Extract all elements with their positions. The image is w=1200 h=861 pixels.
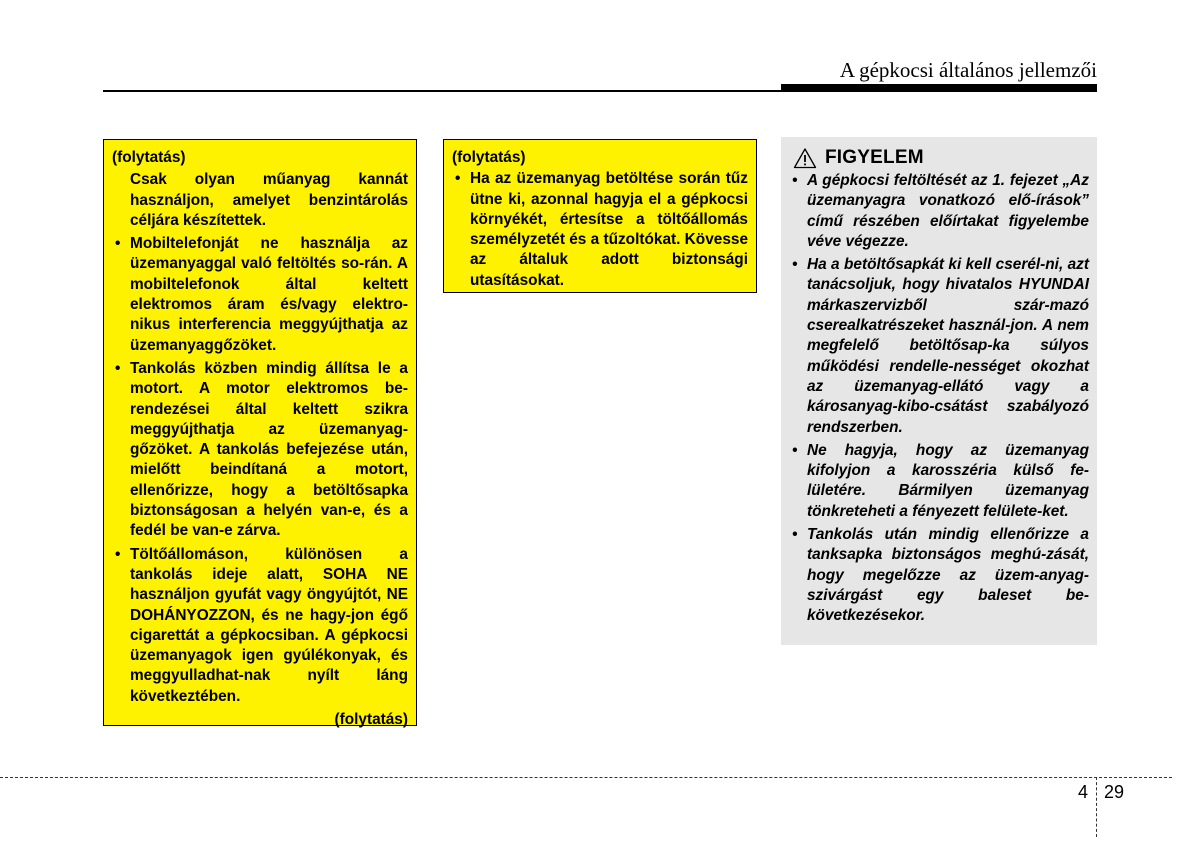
list-item: • Töltőállomáson, különösen a tankolás ideje alatt, SOHA NE használjon gyufát vagy öngyújtót, NE DOHÁNYOZZON, és ne hagy-jon égő cigarettát a gépkocsiban. A gépkocsi üzemanyagok igen gyúlékonyak, és meggyulladhat-nak nyílt láng következtében.: [112, 545, 408, 707]
warning-box: [781, 137, 1097, 645]
yellow-note-box-2: [443, 139, 757, 293]
warning-title: FIGYELEM: [825, 146, 924, 168]
continued-label-bottom: (folytatás): [334, 711, 408, 729]
bullet-list: [452, 169, 748, 291]
footer-dashed-rule: [0, 777, 1172, 778]
warning-bullet-list: [789, 171, 1089, 627]
continued-label-top: (folytatás): [112, 149, 186, 166]
list-item: • Ne hagyja, hogy az üzemanyag kifolyjon a karosszéria külső fe-lületére. Bármilyen üzemanyag tönkreteheti a fényezett felülete-ket.: [789, 441, 1089, 522]
header-rule-thin: [103, 90, 783, 92]
footer-dashed-divider: [1096, 777, 1097, 837]
list-item: • Mobiltelefonját ne használja az üzemanyaggal való feltöltés so-rán. A mobiltelefonok által keltett elektromos áram és/vagy elektro-nikus interferencia meggyújthatja az üzemanyaggőzöket.: [112, 234, 408, 356]
header-rule-thick: [781, 84, 1097, 92]
warning-triangle-icon: [793, 147, 817, 169]
page-title: A gépkocsi általános jellemzői: [839, 58, 1097, 82]
list-item: • Ha a betöltősapkát ki kell cserél-ni, azt tanácsoljuk, hogy hivatalos HYUNDAI márkaszervizből szár-mazó cserealkatrészeket használ-jon. A nem megfelelő betöltősap-ka súlyos működési rendelle-nességet okozhat az üzemanyag-ellátó vagy a károsanyag-kibo-csátást szabályozó rendszerben.: [789, 255, 1089, 438]
bullet-list: [112, 234, 408, 707]
list-item: • Ha az üzemanyag betöltése során tűz ütne ki, azonnal hagyja el a gépkocsi környékét, értesítse a töltőállomás személyzetét és a tűzoltókat. Kövesse az általuk adott biztonsági utasításokat.: [452, 169, 748, 291]
continued-label-top: (folytatás): [452, 149, 526, 166]
warning-header: [793, 147, 1089, 169]
chapter-number: 4: [1078, 782, 1089, 802]
list-item: • A gépkocsi feltöltését az 1. fejezet „Az üzemanyagra vonatkozó elő-írások” című részében előírtakat figyelembe véve végezze.: [789, 171, 1089, 252]
intro-paragraph: Csak olyan műanyag kannát használjon, amelyet benzintárolás céljára készítettek.: [130, 171, 408, 229]
page-number: 29: [1104, 782, 1125, 802]
list-item: • Tankolás után mindig ellenőrizze a tanksapka biztonságos meghú-zását, hogy megelőzze az üzem-anyag-szivárgást egy baleset be-következésekor.: [789, 525, 1089, 626]
yellow-note-box-1: [103, 139, 417, 729]
list-item: • Tankolás közben mindig állítsa le a motort. A motor elektromos be-rendezései által keltett szikra meggyújthatja az üzemanyag-gőzöket. A tankolás befejezése után, mielőtt beindítaná a motort, ellenőrizze, hogy a betöltősapka biztonságosan a helyén van-e, és a fedél be van-e zárva.: [112, 359, 408, 542]
